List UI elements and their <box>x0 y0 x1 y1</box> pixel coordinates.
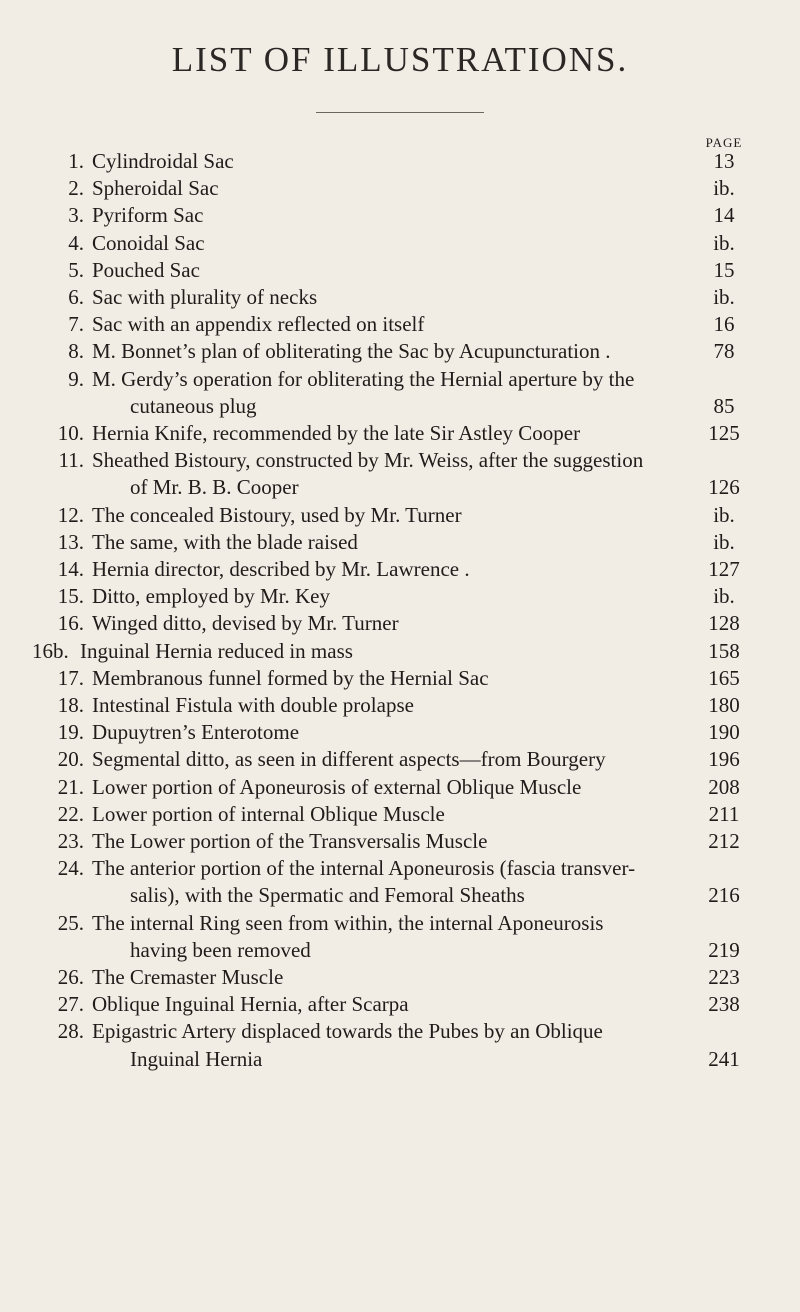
page-number: ib. <box>713 529 735 554</box>
figure-number: 14. <box>57 557 84 581</box>
page-number: 85 <box>713 393 735 418</box>
figure-number: 25. <box>57 910 84 935</box>
page-number: 127 <box>708 557 740 581</box>
figure-caption: Oblique Inguinal Hernia, after Scarpa <box>92 992 409 1017</box>
figure-number: 9. <box>68 366 84 391</box>
page-number: ib. <box>713 285 735 309</box>
figure-caption: of Mr. B. B. Cooper <box>130 475 299 500</box>
page-number: 216 <box>708 883 740 908</box>
figure-caption: Hernia director, described by Mr. Lawrence . <box>92 557 470 581</box>
figure-caption: Inguinal Hernia <box>130 1046 263 1071</box>
page-column-header: PAGE <box>705 135 743 150</box>
figure-number: 12. <box>57 502 84 527</box>
figure-number: 22. <box>57 801 84 826</box>
figure-caption: having been removed <box>130 937 311 962</box>
figure-caption: salis), with the Spermatic and Femoral Sheaths <box>130 883 525 908</box>
figure-caption: Winged ditto, devised by Mr. Turner <box>92 611 399 636</box>
figure-number: 18. <box>57 693 84 717</box>
figure-number: 8. <box>68 339 84 364</box>
figure-caption: Pouched Sac <box>92 257 200 282</box>
figure-caption: M. Gerdy’s operation for obliterating the Hernial aperture by the <box>92 366 635 391</box>
figure-caption: cutaneous plug <box>130 393 257 418</box>
figure-caption: Cylindroidal Sac <box>92 149 234 173</box>
figure-caption: The same, with the blade raised <box>92 529 358 554</box>
page-number: 208 <box>708 774 740 799</box>
figure-caption: Pyriform Sac <box>92 203 204 228</box>
page-number: 211 <box>708 801 740 826</box>
figure-number: 3. <box>68 203 84 228</box>
figure-caption: Inguinal Hernia reduced in mass <box>80 638 353 663</box>
figure-number: 2. <box>68 176 84 201</box>
title-rule <box>316 112 484 113</box>
figure-caption: The internal Ring seen from within, the internal Aponeurosis <box>92 910 604 935</box>
figure-caption: Conoidal Sac <box>92 230 205 255</box>
page-number: 16 <box>713 312 735 337</box>
figure-number: 13. <box>57 529 84 554</box>
figure-number: 27. <box>57 992 84 1017</box>
figure-number: 26. <box>57 965 84 989</box>
figure-caption: The Cremaster Muscle <box>92 965 284 989</box>
page-number: 125 <box>708 421 740 445</box>
page-number: 158 <box>708 638 740 663</box>
figure-number: 7. <box>68 312 84 337</box>
figure-caption: The Lower portion of the Transversalis Muscle <box>92 829 488 853</box>
figure-caption: Membranous funnel formed by the Hernial Sac <box>92 665 489 690</box>
figure-number: 20. <box>57 747 84 772</box>
page-number: 238 <box>708 992 740 1017</box>
page-number: 180 <box>708 693 740 717</box>
page-number: 196 <box>708 747 740 772</box>
figure-number: 1. <box>68 149 84 173</box>
figure-number: 5. <box>68 257 84 282</box>
page-number: 223 <box>708 965 740 989</box>
figure-number: 24. <box>57 856 84 881</box>
figure-caption: Epigastric Artery displaced towards the Pubes by an Oblique <box>92 1019 603 1044</box>
figure-number: 17. <box>57 665 84 690</box>
figure-caption: Lower portion of internal Oblique Muscle <box>92 801 445 826</box>
page-number: 212 <box>708 829 740 853</box>
figure-caption: Sheathed Bistoury, constructed by Mr. Weiss, after the suggestion <box>92 448 644 473</box>
figure-number: 15. <box>57 584 84 609</box>
page-number: 190 <box>708 720 740 745</box>
page-number: 15 <box>713 257 735 282</box>
figure-number: 19. <box>57 720 84 745</box>
figure-number: 10. <box>57 421 84 445</box>
figure-number: 21. <box>57 774 84 799</box>
figure-caption: Sac with an appendix reflected on itself <box>92 312 425 337</box>
figure-number: 11. <box>58 448 84 473</box>
figure-caption: Ditto, employed by Mr. Key <box>92 584 330 609</box>
figure-number: 16b. <box>32 638 69 663</box>
page-title: LIST OF ILLUSTRATIONS. <box>171 40 629 79</box>
figure-number: 6. <box>68 285 84 309</box>
page-number: 126 <box>708 475 740 500</box>
figure-caption: Dupuytren’s Enterotome <box>92 720 300 745</box>
page-number: 14 <box>713 203 735 228</box>
figure-caption: Hernia Knife, recommended by the late Sir Astley Cooper <box>92 421 581 445</box>
page-number: 165 <box>708 665 740 690</box>
page-number: ib. <box>713 502 735 527</box>
page-number: 78 <box>713 339 735 364</box>
figure-caption: The concealed Bistoury, used by Mr. Turner <box>92 502 462 527</box>
page-number: ib. <box>713 176 735 201</box>
figure-number: 23. <box>57 829 84 853</box>
page-number: ib. <box>713 230 735 255</box>
figure-number: 16. <box>57 611 84 636</box>
figure-number: 28. <box>57 1019 84 1044</box>
figure-caption: Sac with plurality of necks <box>92 285 318 309</box>
figure-caption: Lower portion of Aponeurosis of external Oblique Muscle <box>92 774 582 799</box>
page-number: 241 <box>708 1046 740 1071</box>
figure-caption: Spheroidal Sac <box>92 176 219 201</box>
page-number: ib. <box>713 584 735 609</box>
page-number: 219 <box>708 937 740 962</box>
figure-caption: M. Bonnet’s plan of obliterating the Sac by Acupuncturation . <box>92 339 611 364</box>
page-number: 128 <box>708 611 740 636</box>
page-number: 13 <box>713 149 735 173</box>
figure-number: 4. <box>68 230 84 255</box>
figure-caption: Segmental ditto, as seen in different aspects—from Bourgery <box>92 747 606 772</box>
figure-caption: Intestinal Fistula with double prolapse <box>92 693 414 717</box>
figure-caption: The anterior portion of the internal Aponeurosis (fascia transver- <box>92 856 636 881</box>
